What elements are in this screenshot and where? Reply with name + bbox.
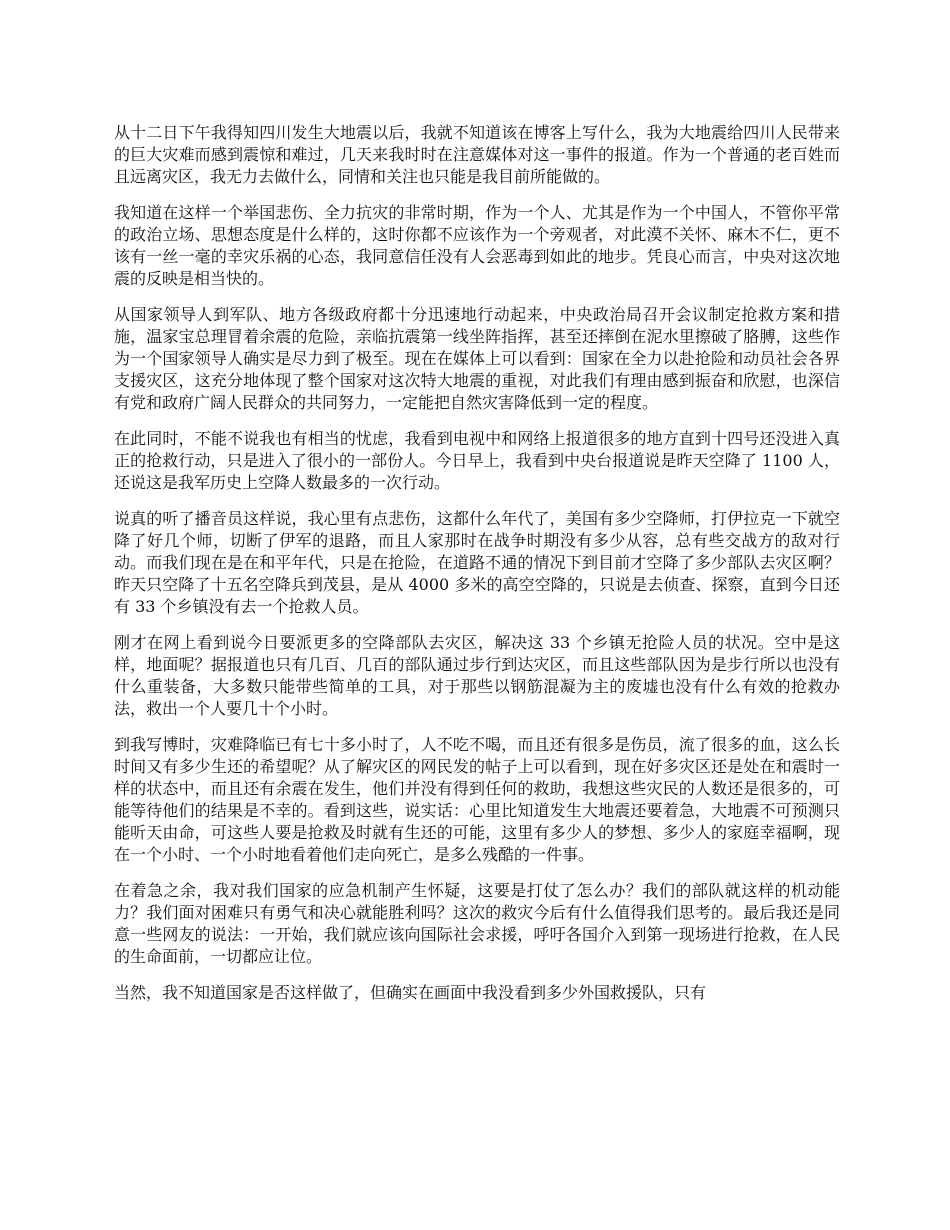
paragraph-1: 从十二日下午我得知四川发生大地震以后，我就不知道该在博客上写什么，我为大地震给四川人民带来的巨大灾难而感到震惊和难过，几天来我时时在注意媒体对这一事件的报道。作为一个普通的老百姓而且远离灾区，我无力去做什么，同情和关注也只能是我目前所能做的。 (114, 123, 840, 186)
paragraph-4: 在此同时，不能不说我也有相当的忧虑，我看到电视中和网络上报道很多的地方直到十四号还没进入真正的抢救行动，只是进入了很小的一部份人。今日早上，我看到中央台报道说是昨天空降了 1100 人，还说这是我军历史上空降人数最多的一次行动。 (114, 429, 840, 492)
paragraph-5: 说真的听了播音员这样说，我心里有点悲伤，这都什么年代了，美国有多少空降师，打伊拉克一下就空降了好几个师，切断了伊军的退路，而且人家那时在战争时期没有多少从容，总有些交战方的敌对行动。而我们现在是在和平年代，只是在抢险，在道路不通的情况下到目前才空降了多少部队去灾区啊？昨天只空降了十五名空降兵到茂县，是从 4000 多米的高空空降的，只说是去侦查、探察，直到今日还有 33 个乡镇没有去一个抢救人员。 (114, 509, 840, 616)
paragraph-9: 当然，我不知道国家是否这样做了，但确实在画面中我没看到多少外国救援队，只有 (114, 983, 707, 1002)
paragraph-2: 我知道在这样一个举国悲伤、全力抗灾的非常时期，作为一个人、尤其是作为一个中国人，不管你平常的政治立场、思想态度是什么样的，这时你都不应该作为一个旁观者，对此漠不关怀、麻木不仁，更不该有一丝一毫的幸灾乐祸的心态，我同意信任没有人会恶毒到如此的地步。凭良心而言，中央对这次地震的反映是相当快的。 (114, 203, 840, 288)
paragraph-6: 刚才在网上看到说今日要派更多的空降部队去灾区，解决这 33 个乡镇无抢险人员的状况。空中是这样，地面呢？据报道也只有几百、几百的部队通过步行到达灾区，而且这些部队因为是步行所以也没有什么重装备，大多数只能带些简单的工具，对于那些以钢筋混凝为主的废墟也没有什么有效的抢救办法，救出一个人要几十个小时。 (114, 633, 840, 718)
paragraph-3: 从国家领导人到军队、地方各级政府都十分迅速地行动起来，中央政治局召开会议制定抢救方案和措施，温家宝总理冒着余震的危险，亲临抗震第一线坐阵指挥，甚至还摔倒在泥水里擦破了胳膊，这些作为一个国家领导人确实是尽力到了极至。现在在媒体上可以看到：国家在全力以赴抢险和动员社会各界支援灾区，这充分地体现了整个国家对这次特大地震的重视，对此我们有理由感到振奋和欣慰，也深信有党和政府广阔人民群众的共同努力，一定能把自然灾害降低到一定的程度。 (114, 305, 840, 412)
document-body (114, 122, 840, 1018)
paragraph-8: 在着急之余，我对我们国家的应急机制产生怀疑，这要是打仗了怎么办？我们的部队就这样的机动能力？我们面对困难只有勇气和决心就能胜利吗？这次的救灾今后有什么值得我们思考的。最后我还是同意一些网友的说法：一开始，我们就应该向国际社会求援，呼吁各国介入到第一现场进行抢救，在人民的生命面前，一切都应让位。 (114, 881, 840, 966)
paragraph-7: 到我写博时，灾难降临已有七十多小时了，人不吃不喝，而且还有很多是伤员，流了很多的血，这么长时间又有多少生还的希望呢？从了解灾区的网民发的帖子上可以看到，现在好多灾区还是处在和震时一样的状态中，而且还有余震在发生，他们并没有得到任何的救助，我想这些灾民的人数还是很多的，可能等待他们的结果是不幸的。看到这些，说实话：心里比知道发生大地震还要着急，大地震不可预测只能听天由命，可这些人要是抢救及时就有生还的可能，这里有多少人的梦想、多少人的家庭幸福啊，现在一个小时、一个小时地看着他们走向死亡，是多么残酷的一件事。 (114, 735, 840, 864)
